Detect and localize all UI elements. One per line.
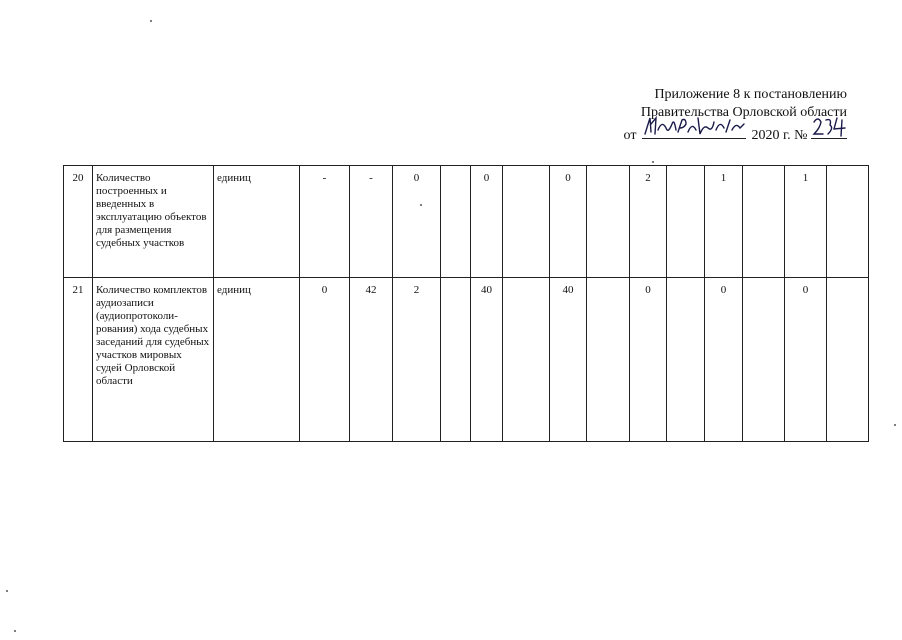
date-number-line	[607, 122, 847, 145]
value-cell: 0	[630, 278, 667, 442]
value-cell: 0	[705, 278, 743, 442]
value-cell: 40	[471, 278, 503, 442]
value-cell	[503, 278, 550, 442]
value-cell	[827, 278, 869, 442]
value-cell	[503, 166, 550, 278]
value-cell: 42	[350, 278, 393, 442]
value-cell: 0	[300, 278, 350, 442]
value-cell: 0	[393, 166, 441, 278]
indicators-table	[63, 165, 869, 442]
document-header	[607, 86, 847, 145]
value-cell: 0	[550, 166, 587, 278]
table-row	[64, 166, 869, 278]
value-cell	[743, 278, 785, 442]
value-cell	[667, 166, 705, 278]
value-cell	[743, 166, 785, 278]
appendix-title: Приложение 8 к постановлению	[654, 87, 847, 102]
unit-cell: единиц	[214, 166, 300, 278]
value-cell	[441, 278, 471, 442]
value-cell: -	[350, 166, 393, 278]
value-cell	[827, 166, 869, 278]
handwritten-number-icon	[811, 114, 851, 138]
value-cell	[667, 278, 705, 442]
value-cell	[587, 166, 630, 278]
scan-speck	[420, 204, 422, 206]
handwritten-number	[811, 122, 847, 139]
from-word: от	[623, 128, 637, 143]
government-name: Правительства Орловской области	[640, 105, 847, 120]
handwritten-date	[642, 122, 746, 139]
value-cell	[587, 278, 630, 442]
scan-speck	[894, 424, 896, 426]
value-cell: 2	[393, 278, 441, 442]
row-number: 21	[64, 278, 93, 442]
table-row	[64, 278, 869, 442]
value-cell: 0	[785, 278, 827, 442]
unit-cell: единиц	[214, 278, 300, 442]
scan-speck	[652, 161, 654, 163]
value-cell: 40	[550, 278, 587, 442]
handwritten-date-icon	[642, 114, 746, 138]
scan-speck	[14, 630, 16, 632]
value-cell: -	[300, 166, 350, 278]
scan-speck	[150, 20, 152, 22]
indicator-name: Количество комплектов аудиозаписи (аудиопротоколи-рования) хода судебных заседаний для судебных участков мировых судей Орловской области	[93, 278, 214, 442]
value-cell: 0	[471, 166, 503, 278]
value-cell: 2	[630, 166, 667, 278]
row-number: 20	[64, 166, 93, 278]
value-cell: 1	[705, 166, 743, 278]
value-cell	[441, 166, 471, 278]
value-cell: 1	[785, 166, 827, 278]
scan-speck	[6, 590, 8, 592]
indicator-name: Количество построенных и введенных в эксплуатацию объектов для размещения судебных участков	[93, 166, 214, 278]
year-number-text: 2020 г. №	[751, 128, 808, 143]
